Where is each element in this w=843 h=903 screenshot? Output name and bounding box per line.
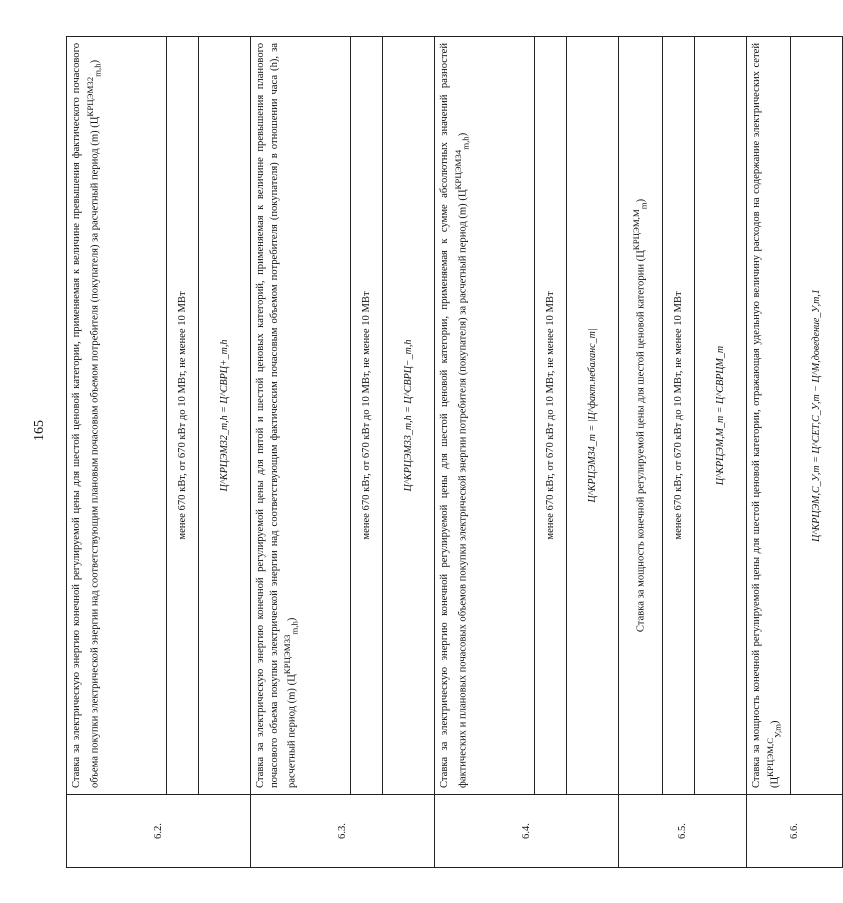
row-number: 6.6.	[747, 795, 843, 868]
table-row	[383, 37, 435, 868]
power-range: менее 670 кВт, от 670 кВт до 10 МВт, не менее 10 МВт	[535, 37, 567, 795]
table-row	[167, 37, 199, 868]
page-number: 165	[32, 420, 47, 441]
table-row	[747, 37, 791, 868]
row-number: 6.3.	[251, 795, 435, 868]
row-description: Ставка за электрическую энергию конечной регулируемой цены для пятой и шестой ценовых категорий, применяемая к величине превышения планового почасового объема покупки электрической энергии над соответствующим фактическим почасовым объемом потребителя (покупателя) в отношении часа (h), за расчетный период (m) $(Ц^{КРЦЭМ33}_{m,h})$	[251, 37, 351, 795]
tariff-table-container	[66, 36, 822, 868]
power-range: менее 670 кВт, от 670 кВт до 10 МВт, не менее 10 МВт	[351, 37, 383, 795]
row-description: Ставка за мощность конечной регулируемой цены для шестой ценовой категории, отражающая удельную величину расходов на содержание электрических сетей $(Ц^{КРЦЭМ,С}_{У,m})$	[747, 37, 791, 795]
table-row	[663, 37, 695, 868]
table-row	[251, 37, 351, 868]
row-number: 6.4.	[435, 795, 619, 868]
row-description: Ставка за электрическую энергию конечной регулируемой цены для шестой ценовой категории, применяемая к сумме абсолютных значений разностей фактических и плановых почасовых объемов покупки электрической энергии потребителя (покупателя) за расчетный период (m) $(Ц^{КРЦЭМ34}_{m,h})$	[435, 37, 535, 795]
row-description: Ставка за электрическую энергию конечной регулируемой цены для шестой ценовой категории, применяемая к величине превышения фактического почасового объема покупки электрической энергии над соответствующим плановым почасовым объемом потребителя (покупателя) за расчетный период (m) $(Ц^{КРЦЭМ32}_{m,h})$	[67, 37, 167, 795]
formula: Ц^КРЦЭМ32_m,h = Ц^СВРЦ+_m,h	[199, 37, 251, 795]
table-row	[791, 37, 843, 868]
table-row	[619, 37, 663, 868]
row-description: Ставка за мощность конечной регулируемой цены для шестой ценовой категории $(Ц^{КРЦЭМ,М}_m)$	[619, 37, 663, 795]
formula: Ц^КРЦЭМ34_m = |Ц^факт.небаланс_m|	[567, 37, 619, 795]
row-number: 6.2.	[67, 795, 251, 868]
table-row	[695, 37, 747, 868]
row-number: 6.5.	[619, 795, 747, 868]
power-range: менее 670 кВт, от 670 кВт до 10 МВт, не менее 10 МВт	[663, 37, 695, 795]
power-range: менее 670 кВт, от 670 кВт до 10 МВт, не менее 10 МВт	[167, 37, 199, 795]
table-row	[351, 37, 383, 868]
formula: Ц^КРЦЭМ,М_m = Ц^СВРЦМ_m	[695, 37, 747, 795]
table-row	[199, 37, 251, 868]
tariff-table	[66, 36, 843, 868]
table-row	[67, 37, 167, 868]
table-row	[535, 37, 567, 868]
formula: Ц^КРЦЭМ33_m,h = Ц^СВРЦ−_m,h	[383, 37, 435, 795]
formula: Ц^КРЦЭМ,С_У,m = Ц^СЕТ,С_У,m − Ц^М,доведение_У,m,1	[791, 37, 843, 795]
table-row	[435, 37, 535, 868]
table-row	[567, 37, 619, 868]
